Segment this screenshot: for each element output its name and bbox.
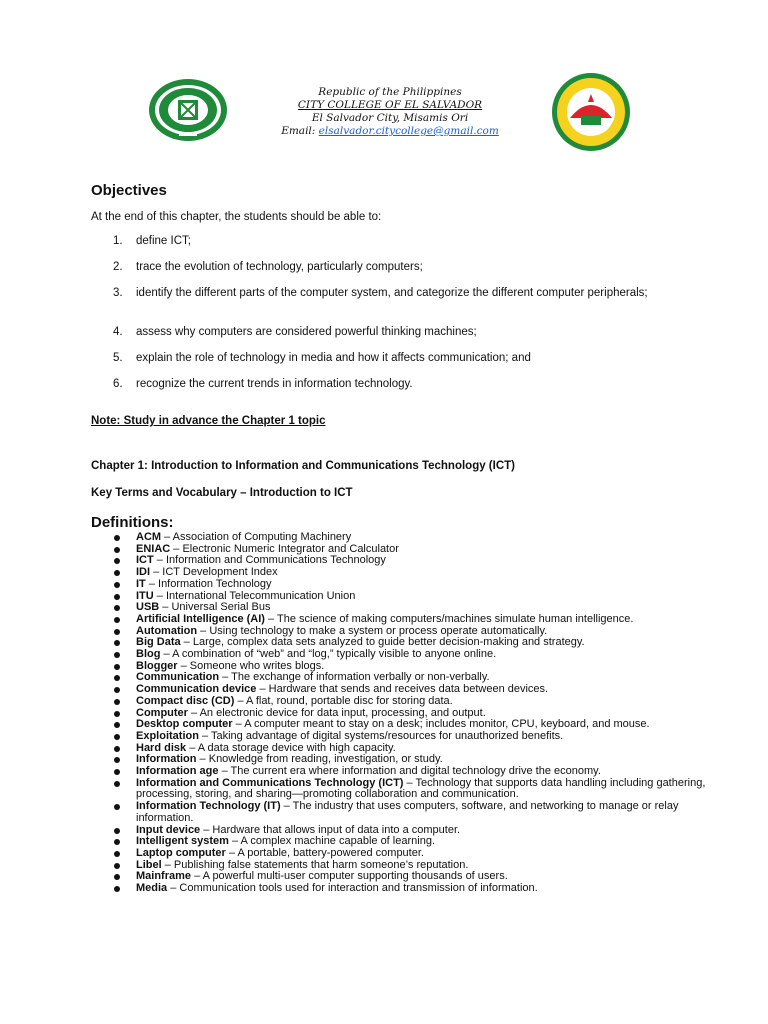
definitions-list	[112, 532, 712, 895]
definition-text: – Publishing false statements that harm someone’s reputation.	[161, 858, 469, 871]
definition-term: Intelligent system	[136, 835, 229, 848]
definition-term: Blogger	[136, 659, 178, 672]
letterhead	[240, 86, 540, 138]
objective-text: explain the role of technology in media and how it affects communication; and	[136, 352, 531, 364]
bullet-icon	[114, 769, 120, 775]
bullet-icon	[114, 757, 120, 763]
definition-text: – Large, complex data sets analyzed to guide better decision-making and strategy.	[180, 636, 585, 649]
objective-text: trace the evolution of technology, particularly computers;	[136, 261, 423, 273]
objective-number: 3.	[113, 287, 123, 299]
definition-text: – Information and Communications Technology	[153, 554, 386, 567]
definition-term: Input device	[136, 823, 201, 836]
objective-number: 5.	[113, 352, 123, 364]
bullet-icon	[114, 558, 120, 564]
key-terms-title: Key Terms and Vocabulary – Introduction to ICT	[91, 487, 353, 499]
definition-text: – An electronic device for data input, processing, and output.	[187, 706, 486, 719]
objective-text: recognize the current trends in information technology.	[136, 378, 413, 390]
definition-term: Hard disk	[136, 741, 187, 754]
definition-term: ITU	[136, 589, 154, 602]
definition-text: – Communication tools used for interaction and transmission of information.	[167, 882, 538, 895]
definition-text: – A computer meant to stay on a desk; includes monitor, CPU, keyboard, and mouse.	[232, 718, 650, 731]
definition-text: – Technology that supports data handling including gathering, processing, storing, and sharing—promoting collaboration and communication.	[136, 776, 706, 801]
objectives-intro: At the end of this chapter, the students should be able to:	[91, 211, 382, 223]
definition-text: – Universal Serial Bus	[159, 601, 271, 614]
definition-text: – Knowledge from reading, investigation, or study.	[196, 753, 443, 766]
bullet-icon	[114, 699, 120, 705]
definition-text: – A powerful multi-user computer supporting thousands of users.	[191, 870, 508, 883]
definition-text: – Association of Computing Machinery	[161, 531, 352, 543]
definition-term: Automation	[136, 624, 198, 637]
el-salvador-city-seal-icon	[548, 72, 634, 152]
definition-text: – A combination of “web” and “log,” typically visible to anyone online.	[160, 648, 497, 661]
bullet-icon	[114, 722, 120, 728]
objective-number: 4.	[113, 326, 123, 338]
bullet-icon	[114, 687, 120, 693]
bullet-icon	[114, 594, 120, 600]
definition-term: IT	[136, 577, 146, 590]
objectives-heading: Objectives	[91, 182, 167, 199]
definition-term: ACM	[136, 531, 162, 543]
definition-text: – Electronic Numeric Integrator and Calculator	[170, 542, 399, 555]
bullet-icon	[114, 711, 120, 717]
definition-text: – Someone who writes blogs.	[177, 659, 325, 672]
bullet-icon	[114, 886, 120, 892]
definition-term: Big Data	[136, 636, 181, 649]
bullet-icon	[114, 664, 120, 670]
definition-text: – ICT Development Index	[150, 566, 278, 579]
bullet-icon	[114, 629, 120, 635]
definition-term: Exploitation	[136, 729, 199, 742]
email-link[interactable]: elsalvador.citycollege@gmail.com	[318, 125, 499, 137]
definition-text: – A portable, battery-powered computer.	[225, 846, 424, 859]
definition-term: Media	[136, 882, 168, 895]
definition-text: – A complex machine capable of learning.	[228, 835, 435, 848]
definition-text: – Hardware that allows input of data into a computer.	[200, 823, 461, 836]
definition-term: Laptop computer	[136, 846, 226, 859]
bullet-icon	[114, 874, 120, 880]
definition-item	[112, 778, 712, 801]
definition-term: Libel	[136, 858, 162, 871]
bullet-icon	[114, 746, 120, 752]
objective-text: assess why computers are considered powerful thinking machines;	[136, 326, 477, 338]
email-label: Email:	[281, 125, 319, 137]
objective-number: 6.	[113, 378, 123, 390]
definition-term: IDI	[136, 566, 151, 579]
objective-text: define ICT;	[136, 235, 191, 247]
definition-text: – A data storage device with high capacity.	[186, 741, 396, 754]
header-address: El Salvador City, Misamis Ori	[311, 112, 469, 124]
definition-text: – Using technology to make a system or process operate automatically.	[197, 624, 548, 637]
header-country: Republic of the Philippines	[318, 86, 462, 98]
definition-term: Desktop computer	[136, 718, 233, 731]
bullet-icon	[114, 547, 120, 553]
definition-term: ICT	[136, 554, 154, 567]
objective-text: identify the different parts of the computer system, and categorize the different computer peripherals;	[136, 287, 648, 299]
definition-term: Communication	[136, 671, 220, 684]
definition-term: Information and Communications Technology (ICT)	[136, 776, 404, 789]
bullet-icon	[114, 652, 120, 658]
bullet-icon	[114, 535, 120, 541]
chapter-title: Chapter 1: Introduction to Information and Communications Technology (ICT)	[91, 460, 515, 472]
study-note: Note: Study in advance the Chapter 1 topic	[91, 415, 326, 427]
definition-text: – The exchange of information verbally or non-verbally.	[219, 671, 490, 684]
definition-term: ENIAC	[136, 542, 171, 555]
definitions-heading: Definitions:	[91, 514, 174, 531]
objective-number: 1.	[113, 235, 123, 247]
objective-number: 2.	[113, 261, 123, 273]
college-seal-icon	[148, 78, 228, 142]
bullet-icon	[114, 675, 120, 681]
bullet-icon	[114, 734, 120, 740]
definition-item	[112, 883, 712, 895]
definition-term: Compact disc (CD)	[136, 694, 235, 707]
bullet-icon	[114, 617, 120, 623]
definition-term: Artificial Intelligence (AI)	[136, 612, 265, 625]
definition-text: – International Telecommunication Union	[153, 589, 356, 602]
definition-text: – The industry that uses computers, software, and networking to manage or relay information.	[136, 800, 679, 824]
definition-term: Mainframe	[136, 870, 192, 883]
definition-text: – A flat, round, portable disc for storing data.	[234, 694, 453, 707]
definition-text: – Taking advantage of digital systems/resources for unauthorized benefits.	[198, 729, 564, 742]
bullet-icon	[114, 605, 120, 611]
bullet-icon	[114, 582, 120, 588]
bullet-icon	[114, 839, 120, 845]
definition-text: – Hardware that sends and receives data between devices.	[256, 683, 549, 696]
bullet-icon	[114, 640, 120, 646]
header-college-name: CITY COLLEGE OF EL SALVADOR	[297, 99, 483, 111]
definition-term: Information age	[136, 765, 219, 778]
definition-term: Blog	[136, 648, 161, 661]
definition-term: Information	[136, 753, 197, 766]
definition-item	[112, 801, 712, 824]
bullet-icon	[114, 804, 120, 810]
definition-term: Information Technology (IT)	[136, 800, 281, 813]
header-email-line	[240, 125, 540, 138]
definition-term: Computer	[136, 706, 188, 719]
definition-term: USB	[136, 601, 160, 614]
definition-text: – The current era where information and digital technology drive the economy.	[218, 765, 601, 778]
bullet-icon	[114, 828, 120, 834]
bullet-icon	[114, 863, 120, 869]
bullet-icon	[114, 781, 120, 787]
definition-text: – Information Technology	[145, 577, 272, 590]
bullet-icon	[114, 851, 120, 857]
definition-text: – The science of making computers/machines simulate human intelligence.	[264, 612, 634, 625]
definition-term: Communication device	[136, 683, 257, 696]
bullet-icon	[114, 570, 120, 576]
